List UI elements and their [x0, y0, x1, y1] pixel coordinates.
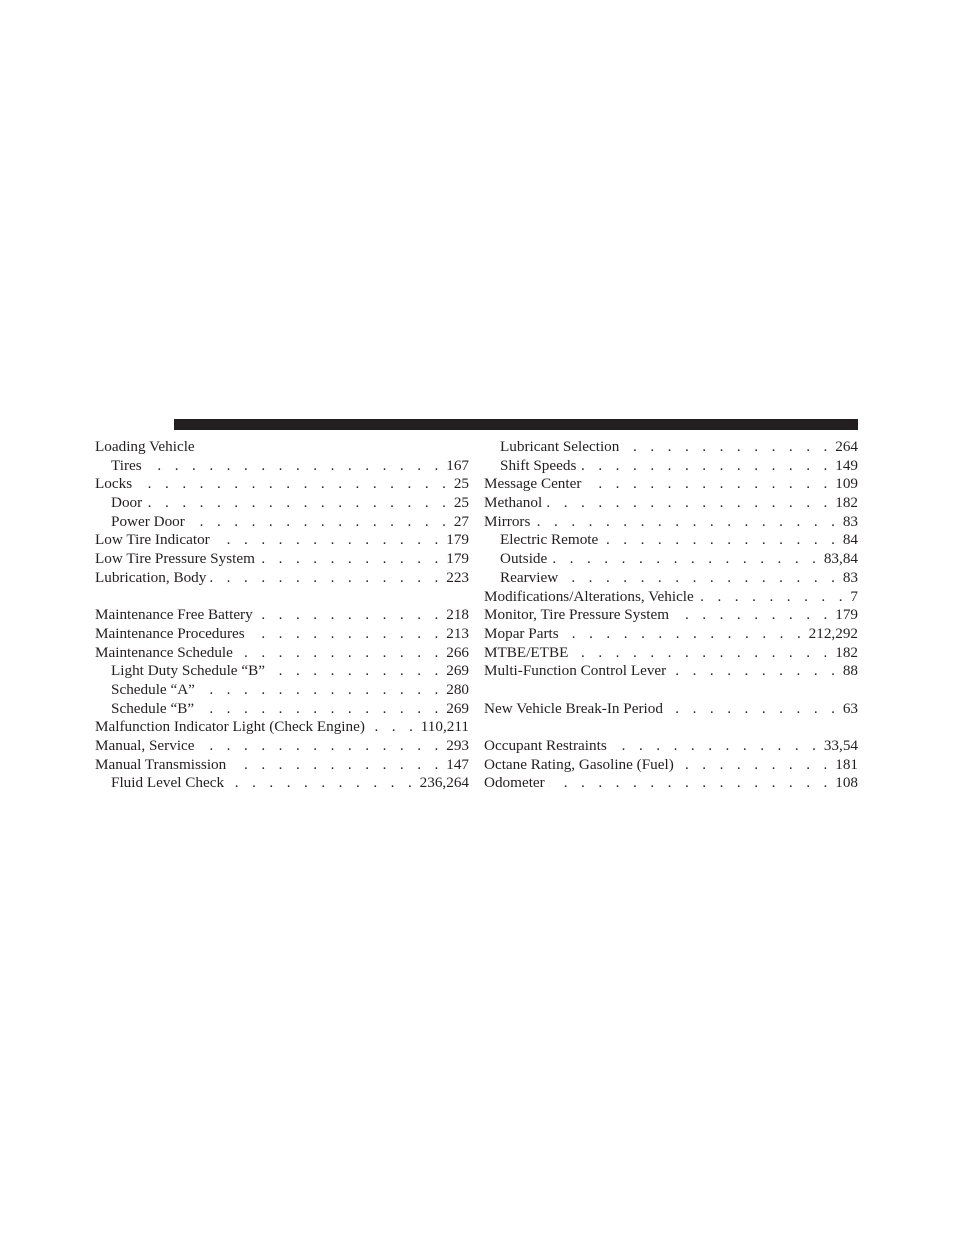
index-entry-page: 280 [446, 680, 469, 698]
dot-leader [249, 625, 444, 644]
index-entry-page: 25 [453, 475, 469, 493]
index-subentry [484, 550, 858, 569]
index-subentry [95, 774, 469, 793]
index-entry-page: 181 [835, 755, 858, 773]
index-entry-label: Power Door [111, 512, 185, 530]
index-entry-label: New Vehicle Break-In Period [484, 699, 663, 717]
index-entry-label: Octane Rating, Gasoline (Fuel) [484, 755, 674, 773]
index-entry-label: Odometer [484, 774, 545, 792]
index-entry-label: Multi-Function Control Lever [484, 662, 667, 680]
dot-leader [534, 513, 839, 532]
index-subentry [95, 494, 469, 513]
index-subentry [484, 457, 858, 476]
dot-leader [257, 606, 444, 625]
index-entry-page: 223 [446, 568, 469, 586]
index-entry-label: Locks [95, 475, 133, 493]
index-entry-page: 179 [835, 606, 858, 624]
index-entry-label: Rearview [500, 568, 559, 586]
index-entry-label: Message Center [484, 475, 582, 493]
dot-leader [667, 700, 840, 719]
index-entry-label: Manual Transmission [95, 755, 227, 773]
index-entry-page: 88 [842, 662, 858, 680]
index-entry-page: 266 [446, 643, 469, 661]
index-entry-page: 179 [446, 531, 469, 549]
index-entry-page: 212,292 [808, 624, 858, 642]
dot-leader [546, 494, 832, 513]
index-entry-label: Manual, Service [95, 737, 195, 754]
index-entry [95, 737, 469, 756]
index-entry [484, 662, 858, 681]
index-entry-page: 83,84 [823, 550, 858, 568]
index-column-left [95, 438, 469, 793]
index-subentry [484, 531, 858, 550]
index-entry-label: Schedule “A” [111, 680, 195, 698]
index-entry-page: 293 [446, 737, 469, 754]
index-entry-page: 33,54 [823, 737, 858, 754]
dot-leader [611, 737, 821, 756]
index-entry [484, 475, 858, 494]
dot-leader [189, 513, 451, 532]
index-entry-label: Door [111, 494, 143, 512]
index-entry-label: Low Tire Pressure System [95, 550, 255, 568]
index-entry-label: Fluid Level Check [111, 774, 225, 792]
index-entry [484, 644, 858, 663]
dot-leader [698, 588, 848, 607]
index-entry-page: 179 [446, 550, 469, 568]
dot-leader [551, 550, 821, 569]
dot-leader [199, 681, 443, 700]
index-entry-label: Outside [500, 550, 548, 568]
index-entry-label: Maintenance Procedures [95, 624, 245, 642]
index-entry-label: Occupant Restraints [484, 737, 607, 754]
index-entry-label: Mirrors [484, 512, 531, 530]
index-entry-page: 264 [835, 438, 858, 455]
dot-leader [214, 531, 443, 550]
index-entry-label: Low Tire Indicator [95, 531, 210, 549]
index-entry-page: 182 [835, 643, 858, 661]
index-entry-page: 269 [446, 699, 469, 717]
index-entry [95, 550, 469, 569]
dot-leader [269, 662, 443, 681]
index-entry [95, 625, 469, 644]
dot-leader [228, 774, 417, 793]
index-entry-page: 182 [835, 494, 858, 512]
dot-leader [146, 457, 444, 476]
index-entry-label: Lubricant Selection [500, 438, 620, 455]
index-column-right [484, 438, 858, 793]
index-spacer [484, 718, 858, 737]
dot-leader [198, 700, 443, 719]
index-entry-label: Shift Speeds [500, 456, 577, 474]
index-entry-label: Methanol [484, 494, 543, 512]
index-header-bar [174, 419, 858, 430]
dot-leader [623, 438, 832, 457]
index-spacer [95, 588, 469, 607]
index-entry-label: Monitor, Tire Pressure System [484, 606, 670, 624]
index-entry-page: 167 [446, 456, 469, 474]
index-entry-page: 109 [835, 475, 858, 493]
index-entry [484, 588, 858, 607]
index-subentry [484, 438, 858, 457]
index-subentry [95, 513, 469, 532]
index-entry [484, 494, 858, 513]
dot-leader [199, 737, 444, 756]
index-entry [95, 644, 469, 663]
index-entry-label: Loading Vehicle [95, 438, 195, 455]
dot-leader [230, 756, 443, 775]
index-entry-label: Modifications/Alterations, Vehicle [484, 587, 694, 605]
index-entry-page: 27 [453, 512, 469, 530]
index-entry [484, 513, 858, 532]
index-entry [95, 438, 469, 457]
dot-leader [585, 475, 832, 494]
index-entry [484, 625, 858, 644]
index-entry-page: 213 [446, 624, 469, 642]
index-entry [484, 606, 858, 625]
index-entry-label: Lubrication, Body [95, 568, 207, 586]
dot-leader [136, 475, 451, 494]
index-entry-page: 147 [446, 755, 469, 773]
dot-leader [673, 606, 832, 625]
index-entry [484, 737, 858, 756]
index-entry-page: 7 [850, 587, 858, 605]
dot-leader [580, 457, 832, 476]
dot-leader [259, 550, 443, 569]
index-subentry [484, 569, 858, 588]
index-entry-label: MTBE/ETBE [484, 643, 569, 661]
dot-leader [602, 531, 840, 550]
index-entry-label: Maintenance Schedule [95, 643, 233, 661]
index-entry-page: 149 [835, 456, 858, 474]
index-subentry [95, 700, 469, 719]
dot-leader [146, 494, 451, 513]
index-entry-page: 83 [842, 512, 858, 530]
dot-leader [237, 644, 443, 663]
dot-leader [369, 718, 418, 737]
index-entry-label: Malfunction Indicator Light (Check Engine) [95, 718, 365, 736]
index-spacer [484, 681, 858, 700]
index-entry-label: Schedule “B” [111, 699, 195, 717]
index-entry-page: 25 [453, 494, 469, 512]
index-entry [484, 774, 858, 793]
dot-leader [678, 756, 832, 775]
index-entry [95, 756, 469, 775]
index-entry-page: 63 [842, 699, 858, 717]
index-entry [484, 700, 858, 719]
index-subentry [95, 662, 469, 681]
index-entry-label: Light Duty Schedule “B” [111, 662, 265, 680]
index-entry-page: 269 [446, 662, 469, 680]
index-subentry [95, 681, 469, 700]
index-entry-label: Maintenance Free Battery [95, 606, 253, 624]
dot-leader [670, 662, 840, 681]
index-entry [484, 756, 858, 775]
index-subentry [95, 457, 469, 476]
dot-leader [562, 569, 840, 588]
dot-leader [549, 774, 832, 793]
index-entry-label: Tires [111, 456, 142, 474]
index-entry-label: Mopar Parts [484, 624, 559, 642]
index-entry [95, 531, 469, 550]
dot-leader [572, 644, 832, 663]
index-entry [95, 475, 469, 494]
dot-leader [210, 569, 443, 588]
index-entry [95, 569, 469, 588]
index-entry [95, 606, 469, 625]
index-entry-page: 108 [835, 774, 858, 792]
index-entry-page: 236,264 [419, 774, 469, 792]
index-entry-page: 84 [842, 531, 858, 549]
index-entry-page: 110,211 [420, 718, 469, 736]
index-entry-label: Electric Remote [500, 531, 599, 549]
dot-leader [563, 625, 806, 644]
index-entry-page: 218 [446, 606, 469, 624]
index-entry [95, 718, 469, 737]
index-entry-page: 83 [842, 568, 858, 586]
